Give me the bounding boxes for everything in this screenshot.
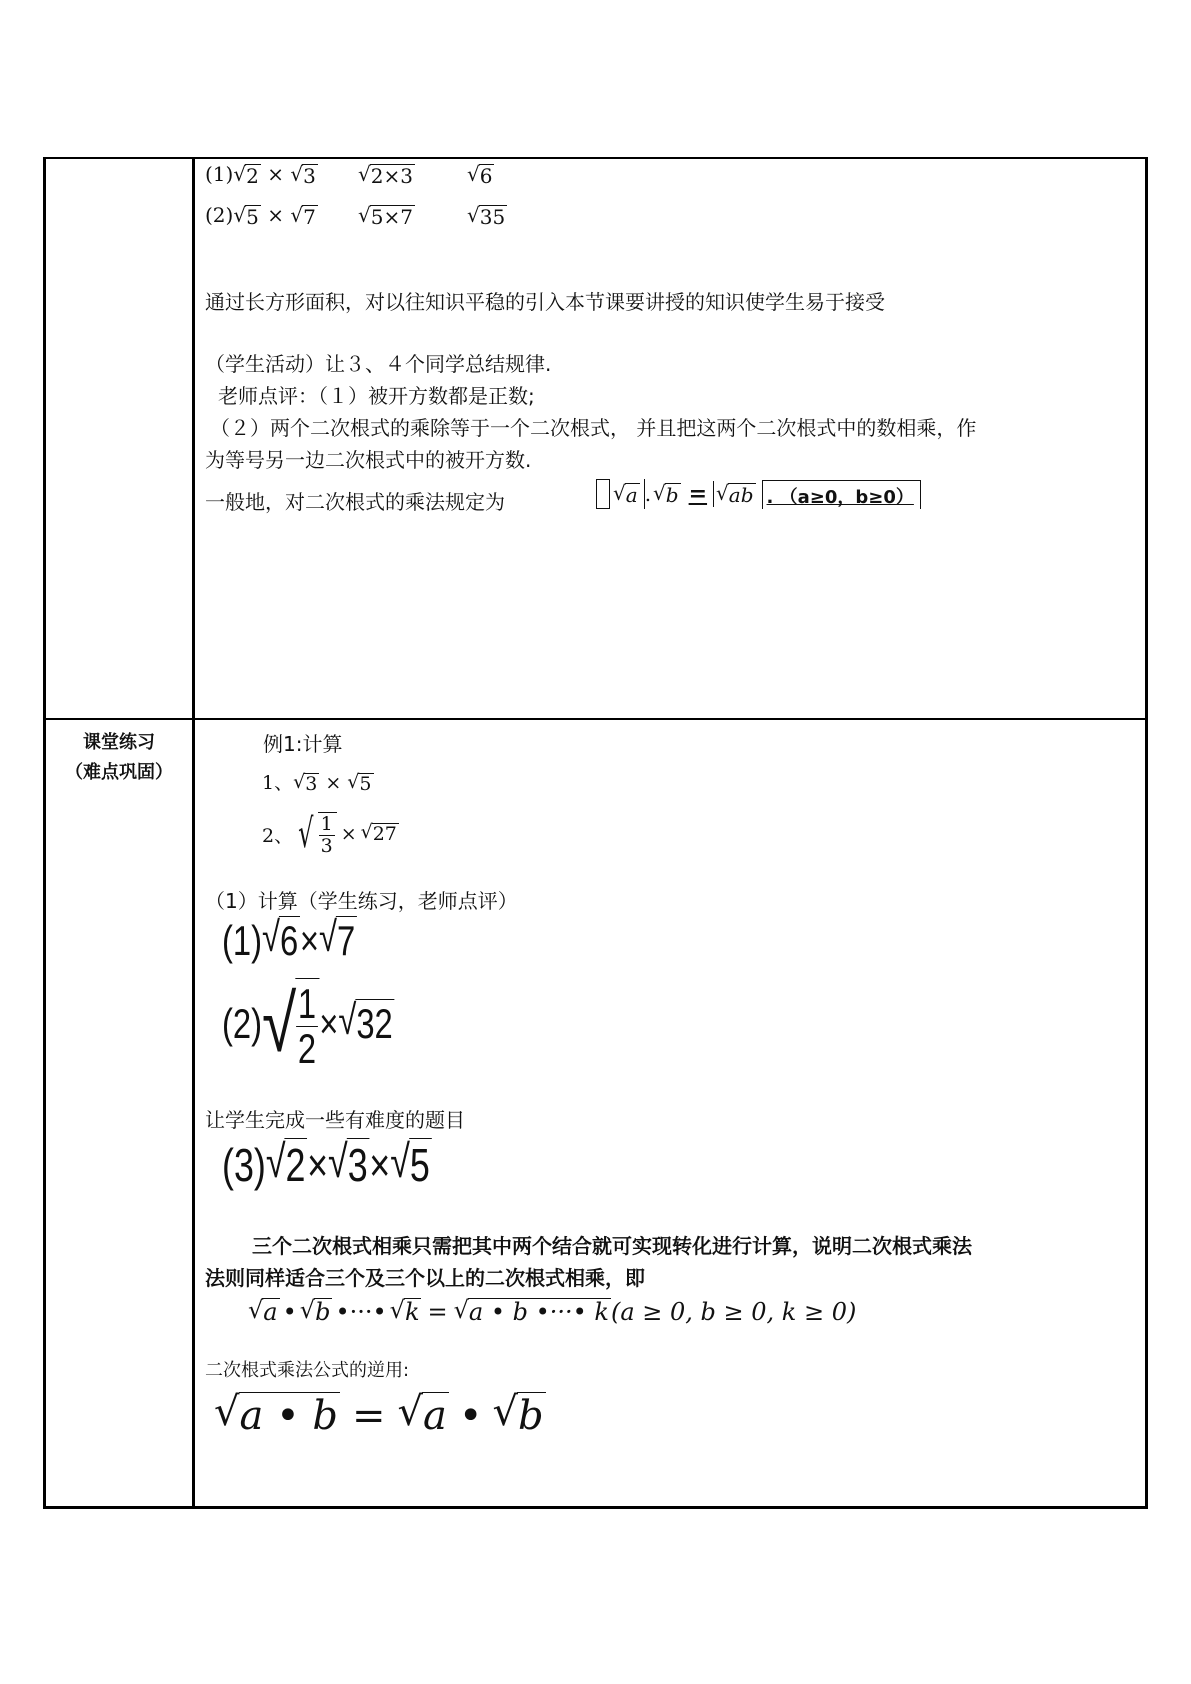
radicand: 6 <box>479 163 493 188</box>
rule-radicand-b: b <box>665 482 679 507</box>
example-2: 2、 √ $\frac{1}{3}$ × √ 27 <box>262 811 397 857</box>
radicand: 7 <box>303 204 316 229</box>
intro-row-2: (2) √ 5 × √ 7 <box>205 202 316 229</box>
reverse-title: 二次根式乘法公式的逆用: <box>205 1360 410 1381</box>
radicand: 5×7 <box>370 204 413 229</box>
teacher-comment-2: （２）两个二次根式的乘除等于一个二次根式， 并且把这两个二次根式中的数相乘，作 <box>210 416 977 440</box>
table-border-bottom <box>43 1506 1148 1509</box>
table-row-divider <box>43 718 1148 720</box>
radicand: 2×3 <box>370 163 413 188</box>
radicand: 5 <box>246 204 259 229</box>
explanation-line-1: 三个二次根式相乘只需把其中两个结合就可实现转化进行计算，说明二次根式乘法 <box>252 1234 972 1258</box>
numerator: 1 <box>297 980 317 1027</box>
times-sign: × <box>267 162 284 186</box>
row-1-label: (1) <box>205 162 234 186</box>
explanation-line-2: 法则同样适合三个及三个以上的二次根式相乘，即 <box>205 1266 645 1290</box>
rule-dot: . <box>644 482 652 506</box>
intro-row-1-combined: √ 2×3 <box>358 161 413 188</box>
table-border-top <box>43 157 1148 159</box>
rule-radicand-ab: ab <box>728 482 754 507</box>
radicand: 35 <box>479 204 506 229</box>
calc-title: （1）计算（学生练习，老师点评） <box>205 889 518 913</box>
reverse-formula: √ a • b = √ a • √ b <box>214 1389 544 1439</box>
radicand: 27 <box>372 822 397 845</box>
times-sign: × <box>267 203 284 227</box>
row-label-line-1: 课堂练习 <box>83 732 155 753</box>
practice-problem-2: (2) √ $\frac{1}{2}$ × √ 32 <box>222 979 393 1072</box>
example-title: 例1:计算 <box>263 732 343 756</box>
radical: √ 3 <box>290 161 316 188</box>
fraction <box>296 980 317 1072</box>
radicand: 6 <box>280 917 299 964</box>
numerator: 1 <box>320 813 333 835</box>
teacher-comment-2-cont: 为等号另一边二次根式中的被开方数. <box>205 448 532 472</box>
student-activity: （学生活动）让３、４个同学总结规律. <box>205 352 552 376</box>
denominator: 2 <box>297 1025 317 1072</box>
example-number: 2、 <box>262 824 294 847</box>
general-product-formula: √ a • √ b •···• √ k = √ a • b •···• k (a ≥ 0, b ≥ 0, k ≥ 0) <box>248 1296 857 1327</box>
row-label-practice <box>46 728 192 788</box>
rule-prefix: 一般地，对二次根式的乘法规定为 <box>205 490 505 514</box>
general-condition: (a ≥ 0, b ≥ 0, k ≥ 0) <box>610 1298 857 1327</box>
teacher-comment-1: 老师点评：（１）被开方数都是正数; <box>218 384 535 408</box>
intro-row-2-combined: √ 5×7 <box>358 202 413 229</box>
intro-row-2-result: √ 35 <box>467 202 506 229</box>
example-1: 1、 √ 3 × √ 5 <box>262 770 372 795</box>
radicand: 3 <box>305 772 318 795</box>
fraction <box>319 815 335 856</box>
radicand: 5 <box>359 772 372 795</box>
radicand: 2 <box>285 1139 306 1192</box>
radicand: 32 <box>356 1000 393 1048</box>
rule-condition: . （a≥0，b≥0） <box>762 480 921 509</box>
intro-row-1 <box>205 162 318 188</box>
hard-title: 让学生完成一些有难度的题目 <box>205 1108 465 1132</box>
intro-row-1-result: √ 6 <box>467 161 493 188</box>
practice-problem-3: (3) √ 2 × √ 3 × √ 5 <box>222 1135 430 1192</box>
row-2-label: (2) <box>205 203 234 227</box>
radical: √ 2 <box>233 161 259 188</box>
problem-label: (2) <box>222 1000 263 1047</box>
intro-note: 通过长方形面积，对以往知识平稳的引入本节课要讲授的知识使学生易于接受 <box>205 290 885 314</box>
rule-radicand-a: a <box>625 482 638 507</box>
practice-problem-1: (1) √ 6 × √ 7 <box>222 913 356 964</box>
table-border-middle <box>192 157 195 1509</box>
problem-label: (3) <box>222 1139 266 1191</box>
table-border-left <box>43 157 46 1509</box>
denominator: 3 <box>320 835 333 857</box>
radicand: 7 <box>336 917 356 964</box>
table-border-right <box>1145 157 1148 1509</box>
radicand: 3 <box>347 1139 368 1192</box>
problem-label: (1) <box>222 916 263 964</box>
radicand: 3 <box>303 163 316 188</box>
radicand: 2 <box>246 163 259 188</box>
radicand: 5 <box>409 1139 430 1192</box>
multiplication-rule: √ a . √ b = √ ab . （a≥0，b≥0） <box>596 478 921 510</box>
row-label-line-2: （难点巩固） <box>65 762 173 783</box>
rule-equals: = <box>688 481 708 507</box>
example-number: 1、 <box>262 772 294 794</box>
rule-box <box>596 479 610 509</box>
